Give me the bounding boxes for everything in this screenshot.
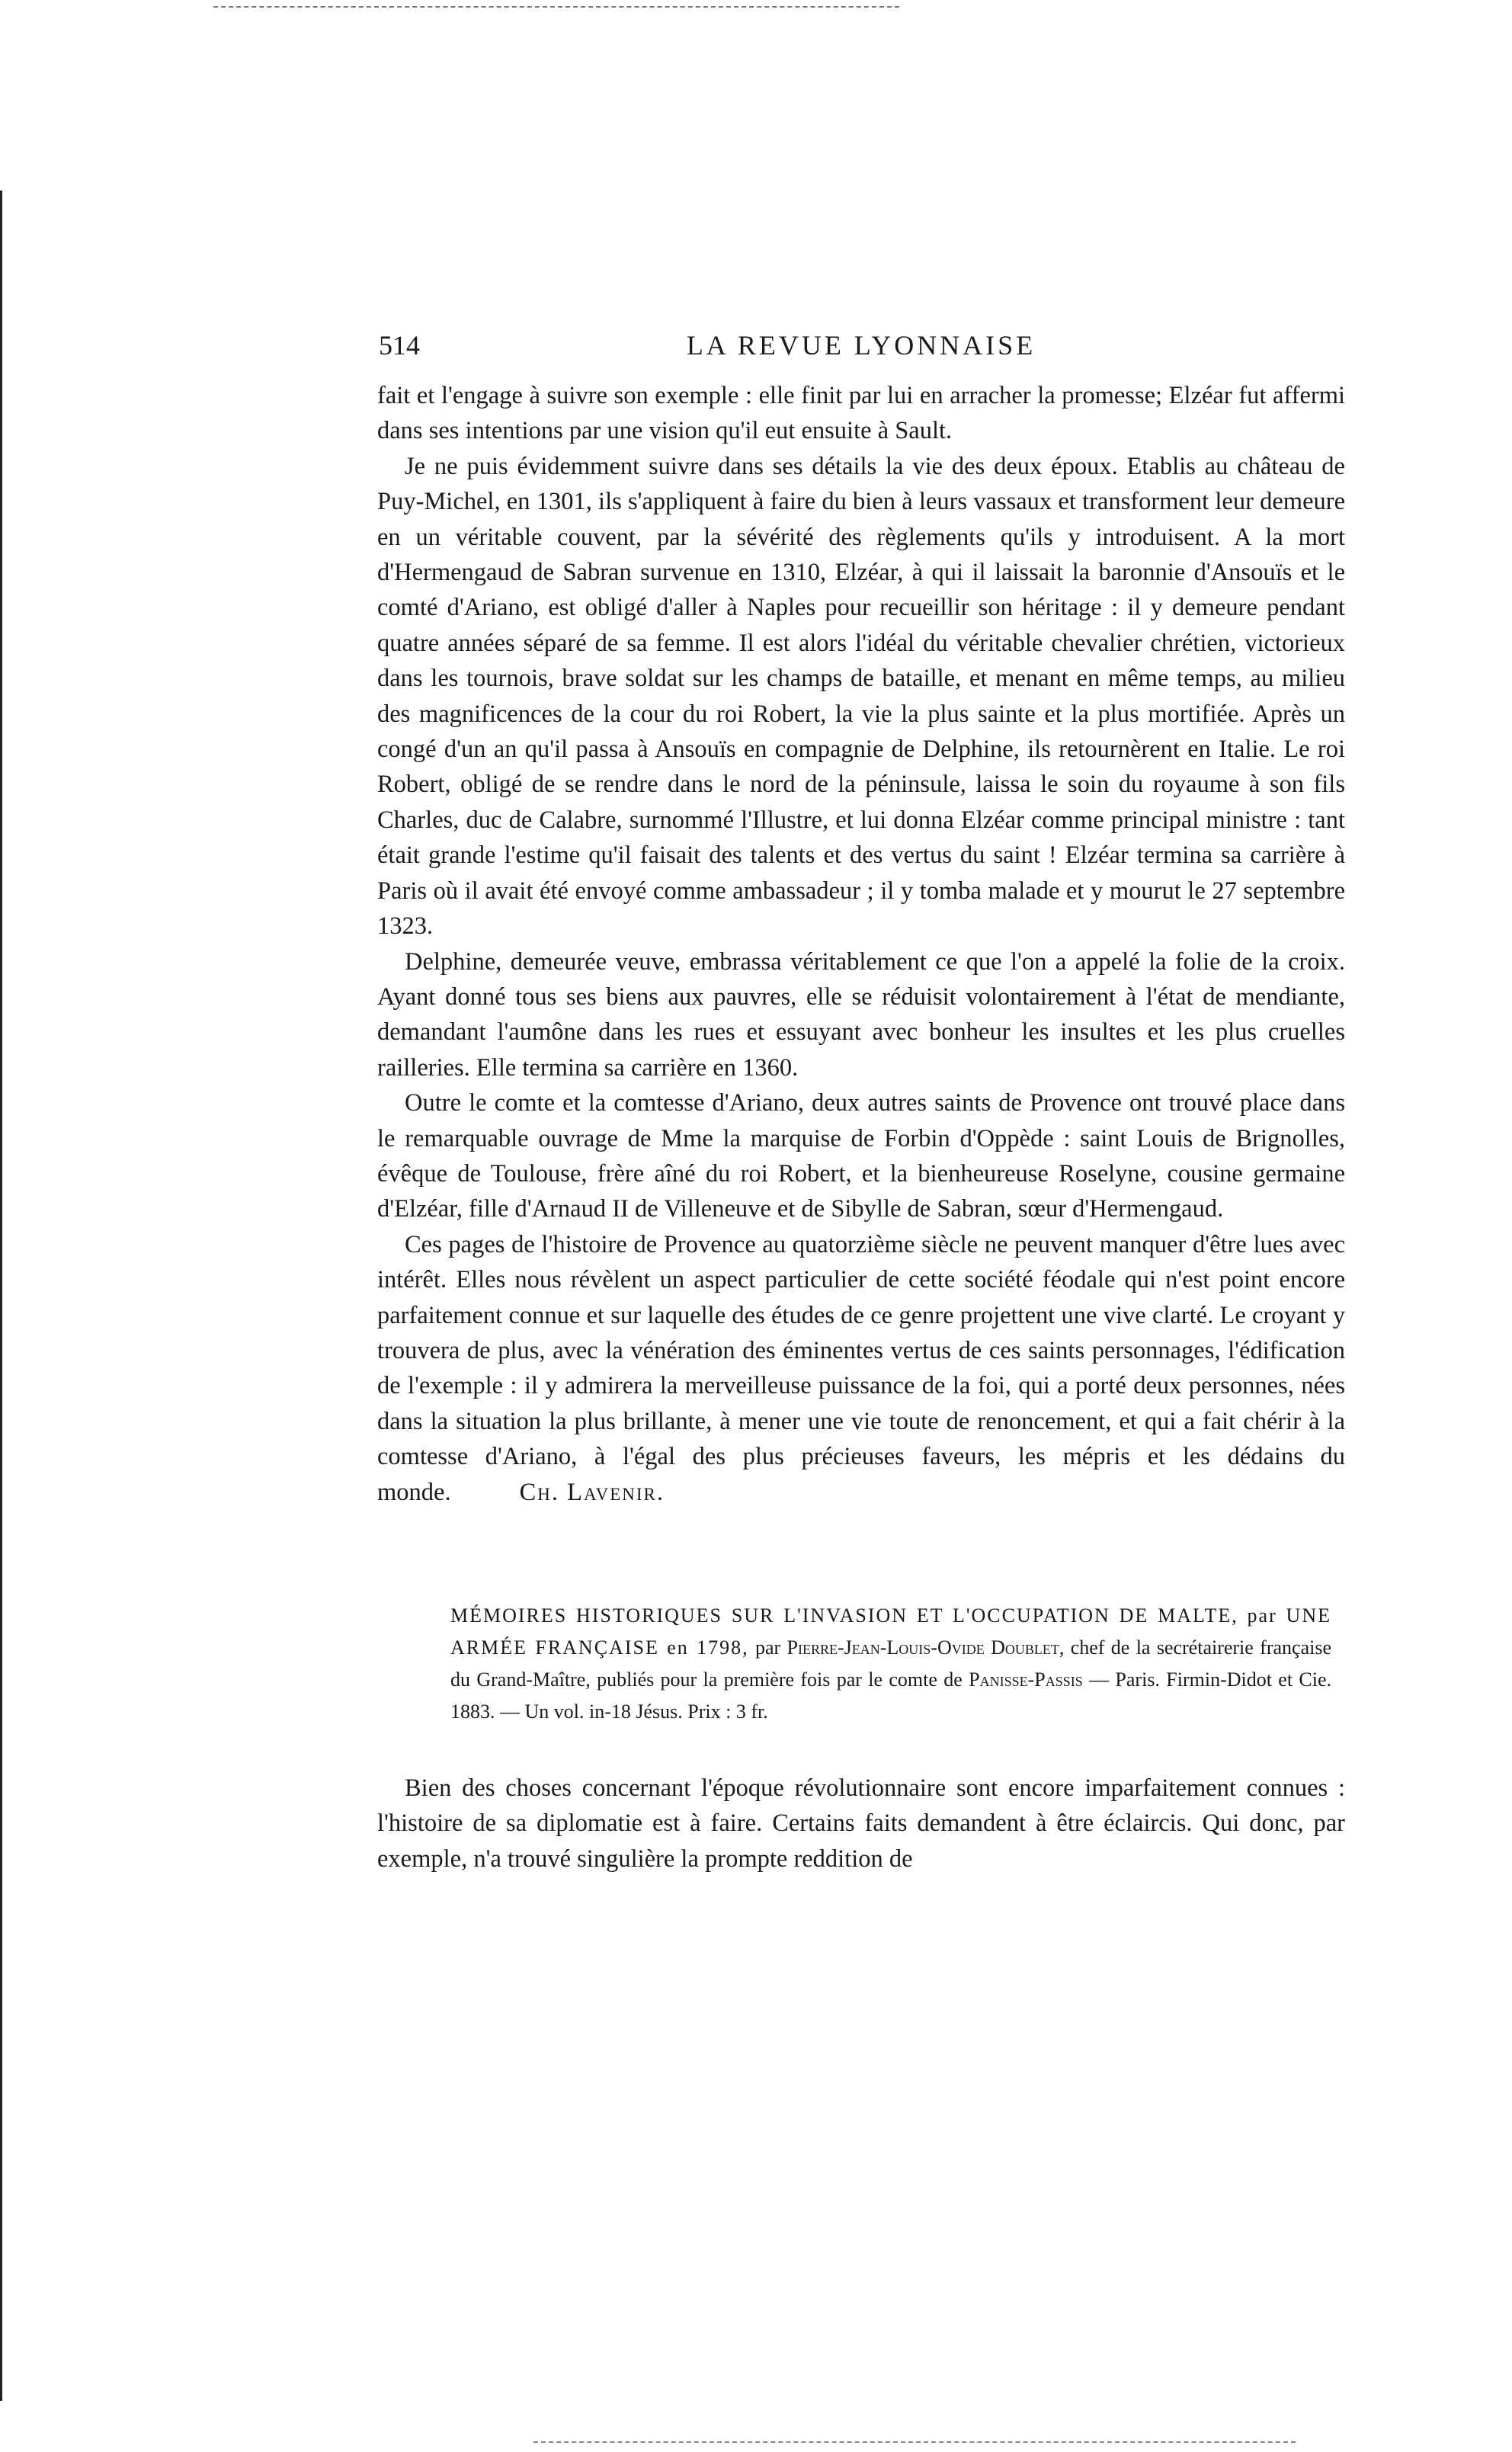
article-paragraph: Delphine, demeurée veuve, embrassa véritablement ce que l'on a appelé la folie de la croix. Ayant donné tous ses biens aux pauvres, elle se réduisit volontairement à l'état de mendiante, demandant l'aumône dans les rues et essuyant avec bonheur les insultes et les plus cruelles railleries. Elle termina sa carrière en 1360. [377, 947, 1345, 1082]
journal-title: LA REVUE LYONNAISE [686, 330, 1036, 361]
author-signature: Ch. Lavenir. [519, 1478, 665, 1506]
scan-top-artifact [213, 6, 899, 8]
section-gap [377, 1510, 1345, 1600]
article-closing-paragraph [377, 1227, 1345, 1510]
notice-editor: Panisse-Passis [969, 1668, 1083, 1691]
notice-author: Pierre-Jean-Louis-Ovide Doublet, [786, 1636, 1065, 1659]
notice-description: chef de la secrétairerie française du Grand-Maître, publiés pour la première fois par le comte de [450, 1636, 1331, 1691]
review-paragraph: Bien des choses concernant l'époque révolutionnaire sont encore imparfaitement connues : l'histoire de sa diplomatie est à faire. Certains faits demandent à être éclaircis. Qui donc, par exemple, n'a trouvé singulière la prompte reddition de [377, 1774, 1345, 1873]
article-paragraph: Ces pages de l'histoire de Provence au quatorzième siècle ne peuvent manquer d'être lues avec intérêt. Elles nous révèlent un aspect particulier de cette société féodale qui n'est point encore parfaitement connue et sur laquelle des études de ce genre projettent une vive clarté. Le croyant y trouvera de plus, avec la vénération des éminentes vertus de ces saints personnages, l'édification de l'exemple : il y admirera la merveilleuse puissance de la foi, qui a porté deux personnes, nées dans la situation la plus brillante, à mener une vie toute de renoncement, et qui a fait chérir à la comtesse d'Ariano, à l'égal des plus précieuses faveurs, les mépris et les dédains du monde. [377, 1230, 1345, 1506]
notice-by: par [754, 1636, 781, 1659]
page-number: 514 [379, 330, 420, 361]
section-gap [377, 1728, 1345, 1771]
notice-title: MÉMOIRES HISTORIQUES SUR L'INVASION ET L'OCCUPATION DE MALTE, par UNE ARMÉE FRANÇAISE en 1798, [450, 1604, 1331, 1659]
running-head [377, 329, 1345, 372]
article-paragraph: Je ne puis évidemment suivre dans ses détails la vie des deux époux. Etablis au château de Puy-Michel, en 1301, ils s'appliquent à faire du bien à leurs vassaux et transforment leur demeure en un véritable couvent, par la sévérité des règlements qu'ils y introduisent. A la mort d'Hermengaud de Sabran survenue en 1310, Elzéar, à qui il laissait la baronnie d'Ansouïs et le comté d'Ariano, est obligé d'aller à Naples pour recueillir son héritage : il y demeure pendant quatre années séparé de sa femme. Il est alors l'idéal du véritable chevalier chrétien, victorieux dans les tournois, brave soldat sur les champs de bataille, et menant en même temps, au milieu des magnificences de la cour du roi Robert, la vie la plus sainte et la plus mortifiée. Après un congé d'un an qu'il passa à Ansouïs en compagnie de Delphine, ils retournèrent en Italie. Le roi Robert, obligé de se rendre dans le nord de la péninsule, laissa le soin du royaume à son fils Charles, duc de Calabre, surnommé l'Illustre, et lui donna Elzéar comme principal ministre : tant était grande l'estime qu'il faisait des talents et des vertus du saint ! Elzéar termina sa carrière à Paris où il avait été envoyé comme ambassadeur ; il y tomba malade et y mourut le 27 septembre 1323. [377, 452, 1345, 941]
review-notice [377, 1600, 1345, 1728]
article-body [377, 378, 1345, 1510]
next-review-body [377, 1771, 1345, 1877]
article-paragraph: fait et l'engage à suivre son exemple : elle finit par lui en arracher la promesse; Elzéar fut affermi dans ses intentions par une vision qu'il eut ensuite à Sault. [377, 382, 1345, 445]
notice-publication: — Paris. Firmin-Didot et Cie. 1883. — Un vol. in-18 Jésus. Prix : 3 fr. [450, 1668, 1331, 1723]
page [377, 329, 1345, 1877]
scan-left-edge [0, 191, 10, 2401]
article-paragraph: Outre le comte et la comtesse d'Ariano, deux autres saints de Provence ont trouvé place dans le remarquable ouvrage de Mme la marquise de Forbin d'Oppède : saint Louis de Brignolles, évêque de Toulouse, frère aîné du roi Robert, et la bienheureuse Roselyne, cousine germaine d'Elzéar, fille d'Arnaud II de Villeneuve et de Sibylle de Sabran, sœur d'Hermengaud. [377, 1089, 1345, 1223]
scan-bottom-artifact [533, 2441, 1296, 2443]
